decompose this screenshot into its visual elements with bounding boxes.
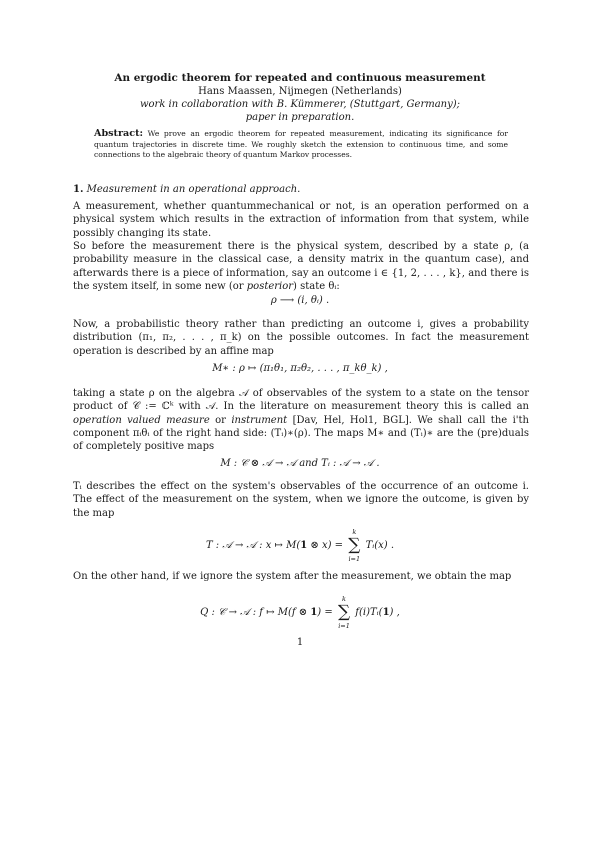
sum-2-upper: k bbox=[342, 595, 346, 603]
equation-1: ρ ⟶ (i, θᵢ) . bbox=[270, 295, 330, 306]
paragraph-6: On the other hand, if we ignore the system after the measurement, we obtain the map bbox=[73, 571, 512, 582]
sum-2-sigma: ∑ bbox=[337, 602, 351, 622]
equation-3: M : 𝒞 ⊗ 𝒜 → 𝒜 and Tᵢ : 𝒜 → 𝒜 . bbox=[220, 458, 380, 469]
equation-5-one: 1 bbox=[310, 607, 318, 618]
sum-1-sigma: ∑ bbox=[348, 535, 361, 555]
abstract-text: We prove an ergodic theorem for repeated measurement, indicating its significance for quantum trajectories in discrete time. We roughly sketch the extension to continuous time, and some connections to the algebraic theory of quantum Markov processes. bbox=[94, 129, 508, 160]
equation-4-right: Tᵢ(x) . bbox=[365, 540, 395, 551]
equation-4 bbox=[0, 527, 600, 564]
collaboration-line: work in collaboration with B. Kümmerer, (Stuttgart, Germany); bbox=[139, 99, 461, 110]
abstract-label: Abstract: bbox=[94, 128, 144, 139]
paragraph-3: Now, a probabilistic theory rather than predicting an outcome i, gives a probability distribution (π₁, π₂, . . . , π_k) on the possible outcomes. In fact the measurement operation is described by an affine map bbox=[73, 319, 529, 357]
paragraph-1: A measurement, whether quantummechanical or not, is an operation performed on a physical system which results in the extraction of information from that system, while possibly changing its state. bbox=[73, 201, 529, 239]
equation-4-mid: ⊗ x) = bbox=[307, 540, 344, 551]
paragraph-2 bbox=[73, 240, 529, 293]
paragraph-2-posterior: posterior bbox=[246, 280, 294, 292]
equation-5-right: f(i)Tᵢ( bbox=[355, 607, 383, 618]
page-number: 1 bbox=[296, 637, 304, 648]
paragraph-4-instrument: instrument bbox=[231, 414, 288, 426]
sum-symbol-1 bbox=[348, 527, 360, 564]
equation-5 bbox=[0, 594, 600, 631]
sum-2-lower: i=1 bbox=[338, 622, 350, 630]
author-line: Hans Maassen, Nijmegen (Netherlands) bbox=[198, 86, 402, 97]
equation-5-left: Q : 𝒞 → 𝒜 : f ↦ M(f ⊗ bbox=[200, 607, 311, 618]
sum-1-lower: i=1 bbox=[348, 555, 361, 563]
equation-5-end: ) , bbox=[389, 607, 400, 618]
section-number: 1. bbox=[73, 184, 84, 195]
sum-1-upper: k bbox=[352, 528, 357, 536]
paragraph-4-text-a: taking a state ρ on the algebra 𝒜 of observables of the system to a state on the tensor product of 𝒞 := ℂᵏ with 𝒜. In the literature on measurement theory this is called an bbox=[73, 388, 529, 413]
equation-2: M∗ : ρ ↦ (π₁θ₁, π₂θ₂, . . . , π_kθ_k) , bbox=[212, 363, 388, 374]
equation-5-one-2: 1 bbox=[382, 607, 390, 618]
paragraph-4 bbox=[73, 387, 529, 453]
paper-title: An ergodic theorem for repeated and continuous measurement bbox=[114, 72, 486, 84]
status-line: paper in preparation. bbox=[245, 112, 355, 123]
paragraph-2-text-a: So before the measurement there is the physical system, described by a state ρ, (a probability measure in the classical case, a density matrix in the quantum case), and afterwards there is a piece of information, say an outcome i ∈ {1, 2, . . . , k}, and there is the system itself, in some new (or bbox=[73, 241, 529, 292]
section-heading bbox=[73, 184, 300, 195]
equation-5-mid: ) = bbox=[317, 607, 333, 618]
paragraph-4-text-b: [Dav, Hel, Hol1, BGL]. We shall call the i'th component πᵢθᵢ of the right hand side: (Tᵢ)∗(ρ). The maps M∗ and (Tᵢ)∗ are the (pre)duals of completely positive maps bbox=[73, 414, 529, 453]
paragraph-2-text-b: ) state θᵢ: bbox=[293, 280, 340, 292]
paragraph-5: Tᵢ describes the effect on the system's observables of the occurrence of an outcome i. The effect of the measurement on the system, when we ignore the outcome, is given by the map bbox=[73, 481, 529, 519]
equation-4-one: 1 bbox=[300, 540, 308, 551]
paragraph-4-ovm: operation valued measure bbox=[73, 414, 210, 426]
sum-symbol-2 bbox=[338, 594, 350, 631]
section-title: Measurement in an operational approach. bbox=[86, 184, 301, 195]
equation-4-left: T : 𝒜 → 𝒜 : x ↦ M( bbox=[205, 540, 301, 551]
paragraph-4-or: or bbox=[209, 414, 232, 426]
abstract bbox=[94, 129, 508, 161]
